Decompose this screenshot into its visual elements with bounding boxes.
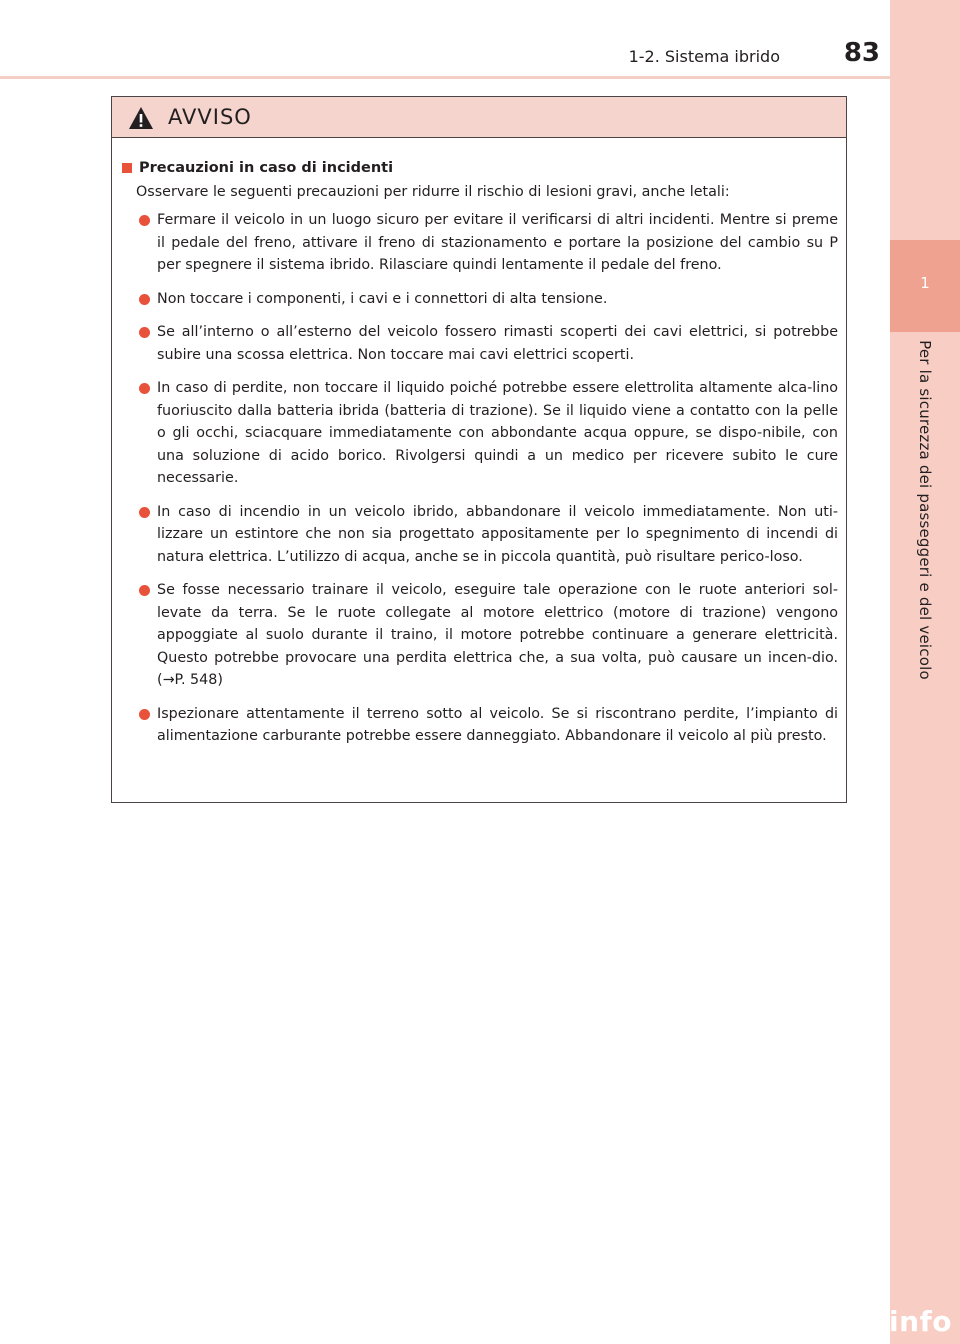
list-item [122,703,838,748]
list-item [122,288,838,311]
intro-text: Osservare le seguenti precauzioni per ridurre il rischio di lesioni gravi, anche letali: [136,184,730,200]
list-item-text: Fermare il veicolo in un luogo sicuro per evitare il verificarsi di altri incidenti. Mentre si preme il pedale del freno, attivare il freno di stazionamento e portare la posizione del cambio su P per spegnere il sistema ibrido. Rilasciare quindi lentamente il pedale del freno. [157,212,838,273]
chapter-number: 1 [920,274,930,292]
list-item [122,579,838,692]
watermark: carmanualsonline.info [590,1305,952,1338]
subheading-text: Precauzioni in caso di incidenti [139,160,394,176]
list-item [122,321,838,366]
bullet-dot-icon [139,383,150,394]
section-title: 1-2. Sistema ibrido [628,47,780,66]
header-divider [0,76,890,79]
bullet-dot-icon [139,327,150,338]
list-item [122,209,838,277]
bullet-dot-icon [139,709,150,720]
bullet-dot-icon [139,294,150,305]
list-item-text: Non toccare i componenti, i cavi e i connettori di alta tensione. [157,290,608,307]
bullet-dot-icon [139,585,150,596]
warning-header [112,97,846,138]
list-item [122,501,838,569]
list-item-text: Ispezionare attentamente il terreno sotto al veicolo. Se si riscontrano perdite, l’impianto di alimentazione carburante potrebbe essere danneggiato. Abbandonare il veicolo al più presto. [157,705,838,744]
list-item-text: Se fosse necessario trainare il veicolo, eseguire tale operazione con le ruote anteriori sol-levate da terra. Se le ruote collegate al motore elettrico (motore di trazione) vengono appoggiate al suolo durante il traino, il motore potrebbe continuare a generare elettricità. Questo potrebbe provocare una perdita elettrica che, a sua volta, può causare un incen-dio. (→P. 548) [157,582,838,688]
bullet-dot-icon [139,507,150,518]
list-item-text: Se all’interno o all’esterno del veicolo fossero rimasti scoperti dei cavi elettrici, si potrebbe subire una scossa elettrica. Non toccare mai cavi elettrici scoperti. [157,324,838,363]
side-chapter-tab [890,0,960,1344]
chapter-number-box [890,240,960,332]
warning-body [122,157,838,759]
warning-title: AVVISO [168,105,252,129]
list-item-text: In caso di perdite, non toccare il liquido poiché potrebbe essere elettrolita altamente alca-lino fuoriuscito dalla batteria ibrida (batteria di trazione). Se il liquido viene a contatto con la pelle o gli occhi, sciacquare immediatamente con abbondante acqua oppure, se dispo-nibile, con una soluzione di acido borico. Rivolgersi quindi a un medico per ricevere subito le cure necessarie. [157,380,838,486]
page-header [0,0,890,80]
warning-triangle-icon [128,106,154,130]
list-item-text: In caso di incendio in un veicolo ibrido, abbandonare il veicolo immediatamente. Non uti-lizzare un estintore che non sia progettato appositamente per lo spegnimento di incendi di natura elettrica. L’utilizzo di acqua, anche se in piccola quantità, può risultare perico-loso. [157,503,838,565]
warning-box [111,96,847,803]
warning-subheading [122,157,838,179]
chapter-title: Per la sicurezza dei passeggeri e del veicolo [916,340,934,680]
list-item [122,377,838,490]
precautions-list [122,209,838,748]
square-bullet-icon [122,163,132,173]
page-number: 83 [843,38,880,68]
bullet-dot-icon [139,215,150,226]
